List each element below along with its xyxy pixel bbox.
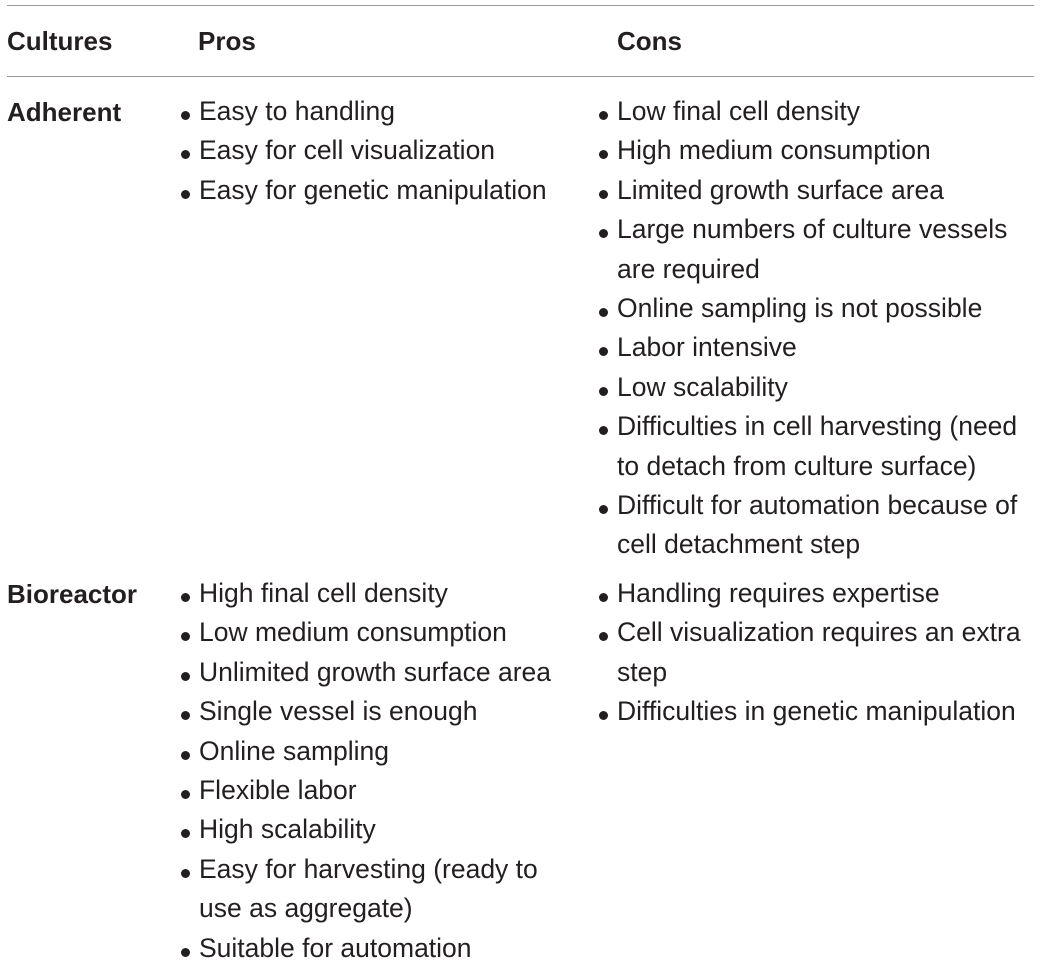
list-item: Easy for genetic manipulation: [177, 171, 582, 210]
header-cons: Cons: [617, 26, 682, 56]
row-label-bioreactor: Bioreactor: [7, 579, 138, 609]
header-cultures: Cultures: [7, 26, 113, 56]
list-item: Single vessel is enough: [177, 692, 582, 731]
list-item: Large numbers of culture vessels are required: [595, 210, 1035, 289]
bioreactor-cons-list: [595, 574, 1035, 732]
list-item: Flexible labor: [177, 771, 582, 810]
list-item: Low scalability: [595, 368, 1035, 407]
list-item: Easy for cell visualization: [177, 131, 582, 170]
list-item: Difficulties in cell harvesting (need to detach from culture surface): [595, 407, 1035, 486]
list-item: Unlimited growth surface area: [177, 653, 582, 692]
list-item: Low final cell density: [595, 92, 1035, 131]
list-item: Handling requires expertise: [595, 574, 1035, 613]
list-item: Labor intensive: [595, 328, 1035, 367]
adherent-pros-list: [177, 92, 582, 210]
bioreactor-pros-list: [177, 574, 582, 968]
row-label-adherent: Adherent: [7, 97, 122, 127]
header-divider-rule: [7, 76, 1034, 77]
list-item: Suitable for automation: [177, 929, 582, 968]
list-item: High scalability: [177, 810, 582, 849]
list-item: Online sampling is not possible: [595, 289, 1035, 328]
list-item: Online sampling: [177, 732, 582, 771]
list-item: Easy for harvesting (ready to use as aggregate): [177, 850, 582, 929]
adherent-cons-list: [595, 92, 1035, 565]
table-top-rule: [7, 5, 1034, 6]
list-item: Cell visualization requires an extra step: [595, 613, 1035, 692]
header-pros: Pros: [198, 26, 256, 56]
list-item: Difficult for automation because of cell detachment step: [595, 486, 1035, 565]
list-item: Low medium consumption: [177, 613, 582, 652]
list-item: High medium consumption: [595, 131, 1035, 170]
list-item: Limited growth surface area: [595, 171, 1035, 210]
list-item: Easy to handling: [177, 92, 582, 131]
list-item: Difficulties in genetic manipulation: [595, 692, 1035, 731]
list-item: High final cell density: [177, 574, 582, 613]
